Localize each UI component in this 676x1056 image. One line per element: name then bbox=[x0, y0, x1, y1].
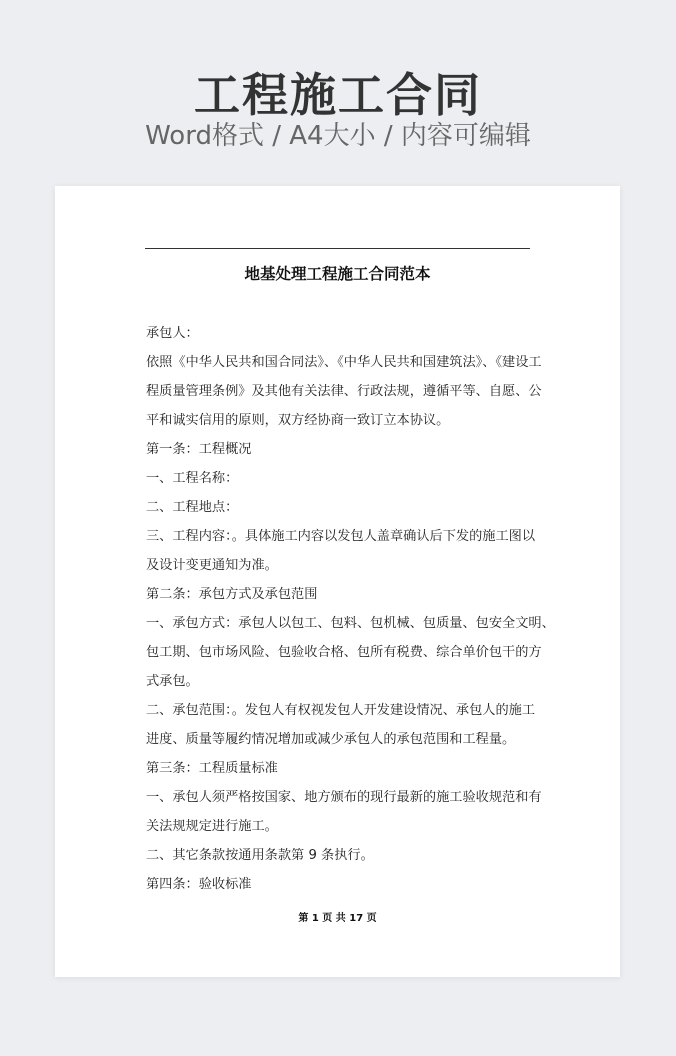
body-line: 式承包。 bbox=[146, 674, 199, 689]
body-line: 三、工程内容：。具体施工内容以发包人盖章确认后下发的施工图以 bbox=[146, 529, 536, 544]
banner-title: 工程施工合同 bbox=[194, 68, 482, 122]
body-line: 关法规规定进行施工。 bbox=[146, 819, 278, 834]
body-line: 承包人： bbox=[146, 326, 199, 341]
header-rule bbox=[145, 248, 530, 249]
body-line: 程质量管理条例》及其他有关法律、行政法规，遵循平等、自愿、公 bbox=[146, 384, 542, 399]
document-title: 地基处理工程施工合同范本 bbox=[244, 265, 431, 283]
document-page bbox=[55, 186, 620, 977]
page-number: 第 1 页 共 17 页 bbox=[298, 913, 377, 924]
article-heading: 第一条：工程概况 bbox=[146, 442, 252, 457]
body-line: 二、工程地点： bbox=[146, 500, 239, 515]
article-heading: 第四条：验收标准 bbox=[146, 877, 252, 892]
body-line: 一、工程名称： bbox=[146, 471, 239, 486]
body-line: 二、承包范围：。发包人有权视发包人开发建设情况、承包人的施工 bbox=[146, 703, 536, 718]
body-line: 二、其它条款按通用条款第 9 条执行。 bbox=[146, 848, 374, 863]
body-line: 平和诚实信用的原则，双方经协商一致订立本协议。 bbox=[146, 413, 450, 428]
banner-subtitle: Word格式 / A4大小 / 内容可编辑 bbox=[145, 121, 531, 151]
body-line: 一、承包人须严格按国家、地方颁布的现行最新的施工验收规范和有 bbox=[146, 790, 542, 805]
body-line: 包工期、包市场风险、包验收合格、包所有税费、综合单价包干的方 bbox=[146, 645, 542, 660]
article-heading: 第二条：承包方式及承包范围 bbox=[146, 587, 318, 602]
document-body bbox=[146, 319, 555, 899]
body-line: 一、承包方式：承包人以包工、包料、包机械、包质量、包安全文明、 bbox=[146, 616, 555, 631]
body-line: 依照《中华人民共和国合同法》、《中华人民共和国建筑法》、《建设工 bbox=[146, 355, 542, 370]
body-line: 及设计变更通知为准。 bbox=[146, 558, 278, 573]
article-heading: 第三条：工程质量标准 bbox=[146, 761, 278, 776]
body-line: 进度、质量等履约情况增加或减少承包人的承包范围和工程量。 bbox=[146, 732, 516, 747]
